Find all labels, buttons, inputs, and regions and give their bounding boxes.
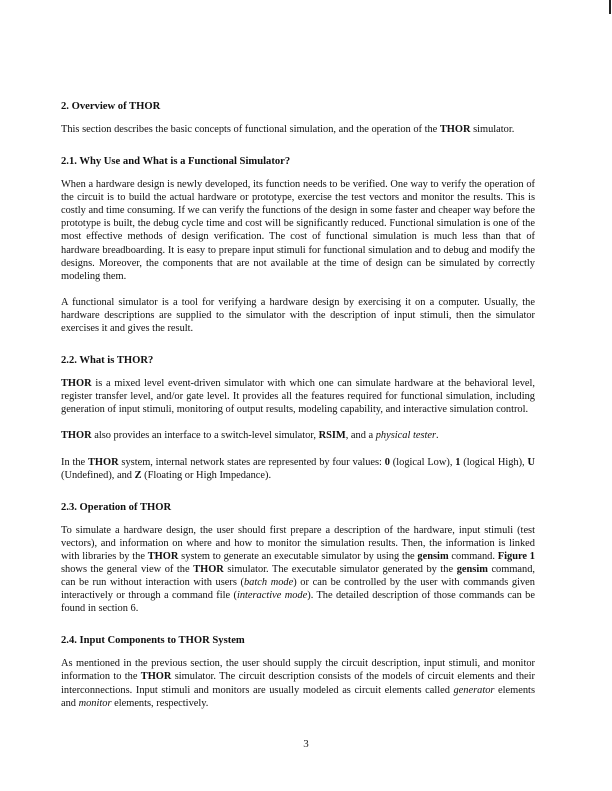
paragraph: THOR is a mixed level event-driven simulator with which one can simulate hardware at the behavioral level, register transfer level, and/or gate level. It provides all the features required for functional simulation, including generation of input stimuli, monitoring of output results, modeling capability, and interactive simulation control. <box>61 378 535 416</box>
italic-term: monitor <box>78 697 112 709</box>
bold-term: gensim <box>417 550 449 562</box>
bold-term: THOR <box>140 671 172 683</box>
bold-term: gensim <box>456 563 488 575</box>
bold-term: Z <box>134 469 142 481</box>
scan-edge-mark <box>609 0 611 14</box>
page-number: 3 <box>303 738 309 750</box>
paragraph: THOR also provides an interface to a switch-level simulator, RSIM, and a physical tester. <box>61 430 439 442</box>
italic-term: interactive mode <box>236 590 308 602</box>
bold-term: 0 <box>384 456 390 468</box>
bold-term: THOR <box>87 456 119 468</box>
italic-term: batch mode <box>243 577 294 589</box>
bold-term: THOR <box>61 378 92 390</box>
bold-term: THOR <box>147 550 179 562</box>
section-heading-2-3: 2.3. Operation of THOR <box>61 501 172 513</box>
paragraph: In the THOR system, internal network states are represented by four values: 0 (logical Low), 1 (logical High), U (Undefined), and Z (Floating or High Impedance). <box>61 456 535 481</box>
document-body <box>61 100 535 710</box>
paragraph: When a hardware design is newly developed, its function needs to be verified. One way to verify the operation of the circuit is to build the actual hardware or prototype, exercise the test vectors and monitor the results. This is costly and time consuming. If we can verify the functions of the design in some faster and cheaper way before the prototype is built, the debug cycle time and cost will be significantly reduced. Functional simulation is one of the most effective methods of design verification. The cost of functional simulation is much less than that of hardware breadboarding. It is easy to prepare input stimuli for functional simulation and to debug and modify the designs. Moreover, the components that are not available at the time of design can be simulated by correctly modeling them. <box>61 179 535 282</box>
section-heading-2-1: 2.1. Why Use and What is a Functional Simulator? <box>61 156 291 168</box>
section-heading-2-4: 2.4. Input Components to THOR System <box>61 635 245 647</box>
bold-term: U <box>527 456 535 468</box>
section-heading-2-2: 2.2. What is THOR? <box>61 355 154 367</box>
paragraph: A functional simulator is a tool for verifying a hardware design by exercising it on a computer. Usually, the hardware descriptions are supplied to the simulator with the description of input stimuli, then the simulator exercises it and gives the result. <box>61 296 535 335</box>
bold-term: THOR <box>61 430 92 442</box>
italic-term: physical tester <box>375 430 437 442</box>
bold-term: THOR <box>439 124 471 135</box>
section-heading-2: 2. Overview of THOR <box>61 101 161 112</box>
paragraph: This section describes the basic concepts of functional simulation, and the operation of the THOR simulator. <box>61 124 515 135</box>
paragraph: As mentioned in the previous section, the user should supply the circuit description, input stimuli, and monitor information to the THOR simulator. The circuit description consists of the models of circuit elements and their interconnections. Input stimuli and monitors are usually modeled as circuit elements called generator elements and monitor elements, respectively. <box>61 658 535 709</box>
paragraph: To simulate a hardware design, the user should first prepare a description of the hardware, input stimuli (test vectors), and information on where and how to monitor the simulation results. Then, the information is linked with libraries by the THOR system to generate an executable simulator by using the gensim command. Figure 1 shows the general view of the THOR simulator. The executable simulator generated by the gensim command, can be run without interaction with users (batch mode) or can be controlled by the user with commands given interactively or through a command file (interactive mode). The detailed description of those commands can be found in section 6. <box>61 524 536 615</box>
bold-term: RSIM <box>318 430 346 442</box>
bold-term: THOR <box>193 563 224 575</box>
bold-term: 1 <box>455 456 461 468</box>
italic-term: generator <box>453 684 495 696</box>
bold-term: Figure 1 <box>497 550 535 562</box>
